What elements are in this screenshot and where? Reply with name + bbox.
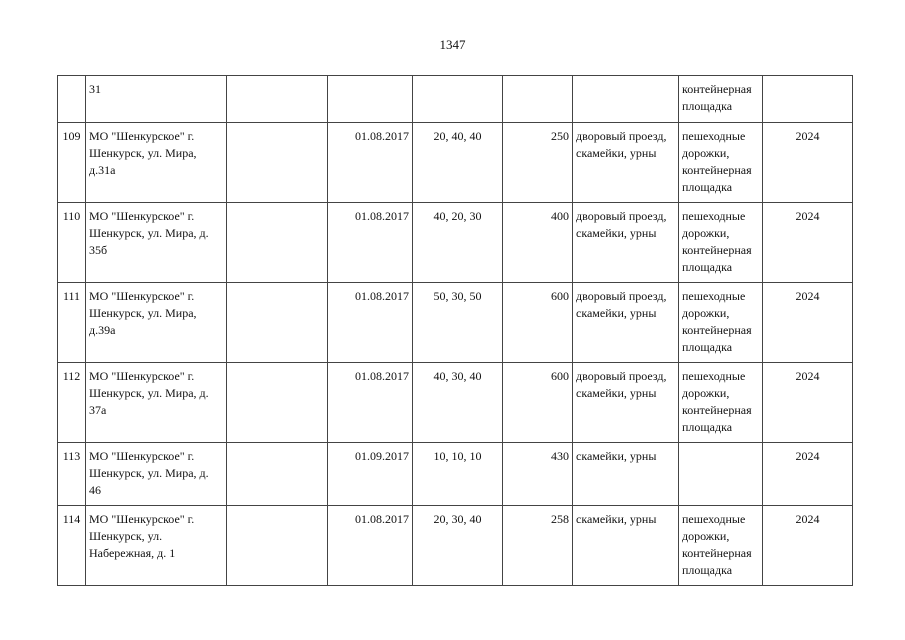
table-row [58,76,853,123]
extra-works-cell: пешеходные дорожки, контейнерная площадка [679,203,763,283]
row-number-cell: 109 [58,123,86,203]
empty-cell [227,506,328,586]
empty-cell [227,283,328,363]
area-cell [503,76,573,123]
extra-works-cell: пешеходные дорожки, контейнерная площадка [679,283,763,363]
date-cell: 01.08.2017 [328,203,413,283]
address-cell: МО "Шенкурское" г. Шенкурск, ул. Мира, д.31а [86,123,227,203]
year-cell: 2024 [763,203,853,283]
ratio-cell: 50, 30, 50 [413,283,503,363]
table-row [58,203,853,283]
address-cell: МО "Шенкурское" г. Шенкурск, ул. Набережная, д. 1 [86,506,227,586]
row-number-cell [58,76,86,123]
ratio-cell: 40, 30, 40 [413,363,503,443]
year-cell: 2024 [763,506,853,586]
address-cell: МО "Шенкурское" г. Шенкурск, ул. Мира, д. 37а [86,363,227,443]
extra-works-cell [679,443,763,506]
extra-works-cell: пешеходные дорожки, контейнерная площадка [679,123,763,203]
extra-works-cell: пешеходные дорожки, контейнерная площадка [679,363,763,443]
ratio-cell: 10, 10, 10 [413,443,503,506]
extra-works-cell: пешеходные дорожки, контейнерная площадка [679,506,763,586]
year-cell: 2024 [763,283,853,363]
works-cell: скамейки, урны [573,506,679,586]
area-cell: 400 [503,203,573,283]
address-cell: 31 [86,76,227,123]
works-cell: дворовый проезд, скамейки, урны [573,123,679,203]
empty-cell [227,76,328,123]
works-cell: скамейки, урны [573,443,679,506]
area-cell: 600 [503,283,573,363]
year-cell: 2024 [763,123,853,203]
works-cell: дворовый проезд, скамейки, урны [573,363,679,443]
row-number-cell: 110 [58,203,86,283]
date-cell: 01.08.2017 [328,283,413,363]
date-cell: 01.08.2017 [328,506,413,586]
data-table [57,75,853,586]
address-cell: МО "Шенкурское" г. Шенкурск, ул. Мира, д. 35б [86,203,227,283]
area-cell: 258 [503,506,573,586]
row-number-cell: 111 [58,283,86,363]
ratio-cell: 20, 30, 40 [413,506,503,586]
year-cell [763,76,853,123]
row-number-cell: 113 [58,443,86,506]
table-row [58,506,853,586]
ratio-cell: 40, 20, 30 [413,203,503,283]
row-number-cell: 114 [58,506,86,586]
address-cell: МО "Шенкурское" г. Шенкурск, ул. Мира, д. 46 [86,443,227,506]
ratio-cell [413,76,503,123]
empty-cell [227,203,328,283]
ratio-cell: 20, 40, 40 [413,123,503,203]
year-cell: 2024 [763,443,853,506]
page-number: 1347 [439,37,466,52]
table-row [58,363,853,443]
works-cell [573,76,679,123]
date-cell: 01.08.2017 [328,123,413,203]
empty-cell [227,363,328,443]
area-cell: 430 [503,443,573,506]
date-cell: 01.08.2017 [328,363,413,443]
empty-cell [227,123,328,203]
date-cell: 01.09.2017 [328,443,413,506]
date-cell [328,76,413,123]
table-row [58,443,853,506]
area-cell: 250 [503,123,573,203]
row-number-cell: 112 [58,363,86,443]
table-row [58,123,853,203]
works-cell: дворовый проезд, скамейки, урны [573,283,679,363]
empty-cell [227,443,328,506]
extra-works-cell: контейнерная площадка [679,76,763,123]
works-cell: дворовый проезд, скамейки, урны [573,203,679,283]
area-cell: 600 [503,363,573,443]
address-cell: МО "Шенкурское" г. Шенкурск, ул. Мира, д.39а [86,283,227,363]
table-row [58,283,853,363]
year-cell: 2024 [763,363,853,443]
